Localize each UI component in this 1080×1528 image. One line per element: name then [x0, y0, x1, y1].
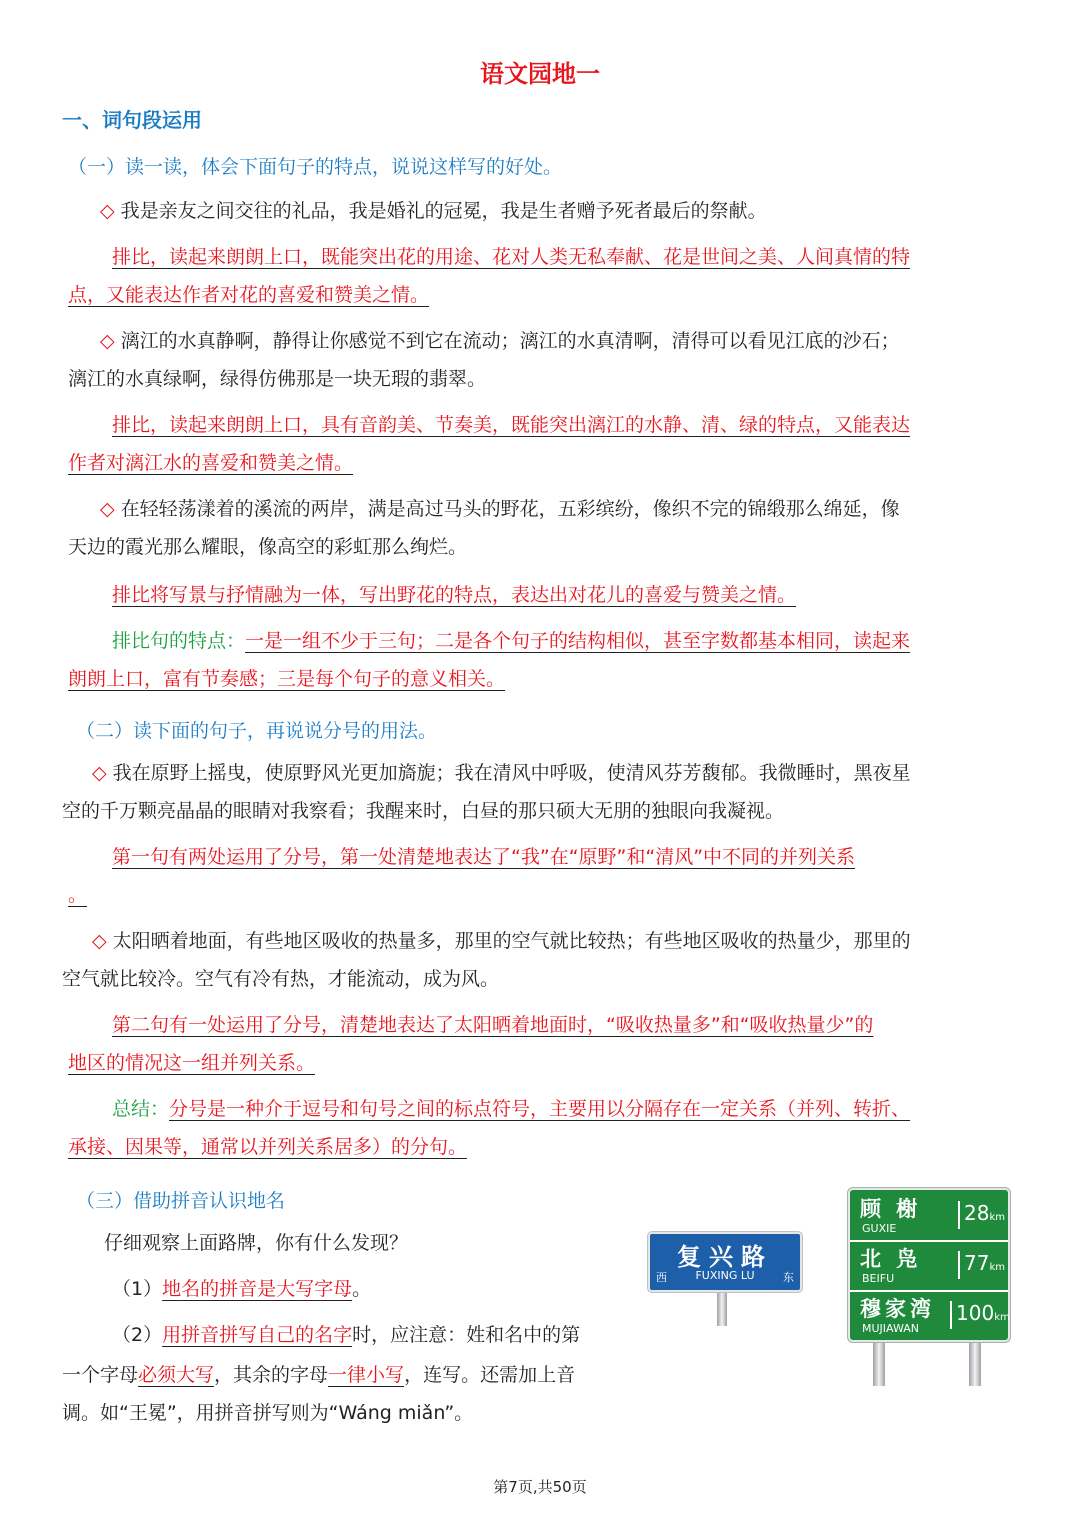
- sign-pole: [969, 1338, 981, 1386]
- question-5-line-1: ◇ 太阳晒着地面，有些地区吸收的热量多，那里的空气就比较热；有些地区吸收的热量少，那里的: [92, 930, 911, 952]
- sign-west: 西: [656, 1271, 667, 1284]
- summary-label: 排比句的特点：: [112, 630, 246, 652]
- subsection-heading-1: （一）读一读，体会下面句子的特点，说说这样写的好处。: [68, 156, 563, 178]
- point-2-line-1: （2）用拼音拼写自己的名字时，应注意：姓和名中的第: [112, 1324, 581, 1346]
- sign-pole: [717, 1288, 727, 1326]
- sign-road-name: 复兴路: [677, 1243, 773, 1271]
- question-2-line-2: 漓江的水真绿啊，绿得仿佛那是一块无瑕的翡翠。: [68, 368, 487, 390]
- question-5-line-2: 空气就比较冷。空气有冷有热，才能流动，成为风。: [62, 968, 500, 990]
- diamond-icon: ◇: [100, 498, 115, 520]
- page-title: 语文园地一: [480, 60, 600, 88]
- answer-3: 排比将写景与抒情融为一体，写出野花的特点，表达出对花儿的喜爱与赞美之情。: [112, 584, 797, 606]
- answer-5-line-1: 第二句有一处运用了分号，清楚地表达了太阳晒着地面时，“吸收热量多”和“吸收热量少”的: [112, 1014, 874, 1036]
- answer-4-line-2: 。: [68, 884, 88, 906]
- distance-row: 北 凫 BEIFU 77km: [850, 1240, 1008, 1292]
- distance-row: 顾 榭 GUXIE 28km: [850, 1190, 1008, 1242]
- summary-1-line-2: 朗朗上口，富有节奏感；三是每个句子的意义相关。: [68, 668, 506, 690]
- question-3-line-1: ◇ 在轻轻荡漾着的溪流的两岸，满是高过马头的野花，五彩缤纷，像织不完的锦缎那么绵延，像: [100, 498, 900, 520]
- question-4-line-2: 空的千万颗亮晶晶的眼睛对我察看；我醒来时，白昼的那只硕大无朋的独眼向我凝视。: [62, 800, 785, 822]
- fuxing-road-sign: [648, 1232, 802, 1292]
- summary-1-line-1: 排比句的特点：一是一组不少于三句；二是各个句子的结构相似，甚至字数都基本相同，读起来: [112, 630, 911, 652]
- question-text: 我是亲友之间交往的礼品，我是婚礼的冠冕，我是生者赠予死者最后的祭献。: [120, 200, 767, 222]
- sign-east: 东: [783, 1271, 794, 1284]
- section-heading-1: 一、词句段运用: [62, 108, 202, 132]
- point-2-line-2: 一个字母必须大写，其余的字母一律小写，连写。还需加上音: [62, 1364, 576, 1386]
- point-2-line-3: 调。如“王冕”，用拼音拼写则为“Wáng miǎn”。: [62, 1402, 474, 1424]
- answer-5-line-2: 地区的情况这一组并列关系。: [68, 1052, 316, 1074]
- diamond-icon: ◇: [100, 330, 115, 352]
- answer-1-line-2: 点，又能表达作者对花的喜爱和赞美之情。: [68, 284, 430, 306]
- intro-text: 仔细观察上面路牌，你有什么发现？: [104, 1232, 409, 1254]
- answer-1-line-1: 排比，读起来朗朗上口，既能突出花的用途、花对人类无私奉献、花是世间之美、人间真情的特: [112, 246, 911, 268]
- answer-4-line-1: 第一句有两处运用了分号，第一处清楚地表达了“我”在“原野”和“清风”中不同的并列关系: [112, 846, 856, 868]
- subsection-heading-3: （三）借助拼音认识地名: [76, 1190, 286, 1212]
- sign-road-pinyin: FUXING LU: [695, 1269, 755, 1282]
- point-1: （1）地名的拼音是大写字母。: [112, 1278, 372, 1300]
- question-2-line-1: ◇ 漓江的水真静啊，静得让你感觉不到它在流动；漓江的水真清啊，清得可以看见江底的沙石；: [100, 330, 900, 352]
- question-1: [100, 192, 1020, 230]
- answer-2-line-1: 排比，读起来朗朗上口，具有音韵美、节奏美，既能突出漓江的水静、清、绿的特点，又能表达: [112, 414, 911, 436]
- summary-label: 总结：: [112, 1098, 170, 1120]
- sign-pole: [873, 1338, 885, 1386]
- subsection-heading-2: （二）读下面的句子，再说说分号的用法。: [76, 720, 438, 742]
- answer-2-line-2: 作者对漓江水的喜爱和赞美之情。: [68, 452, 354, 474]
- question-4-line-1: ◇ 我在原野上摇曳，使原野风光更加旖旎；我在清风中呼吸，使清风芬芳馥郁。我微睡时，黑夜星: [92, 762, 911, 784]
- distance-row: 穆家湾 MUJIAWAN 100km: [860, 1297, 1010, 1335]
- summary-2-line-1: 总结：分号是一种介于逗号和句号之间的标点符号，主要用以分隔存在一定关系（并列、转折、: [112, 1098, 911, 1120]
- summary-2-line-2: 承接、因果等，通常以并列关系居多）的分句。: [68, 1136, 468, 1158]
- diamond-icon: ◇: [100, 200, 115, 222]
- question-3-line-2: 天边的霞光那么耀眼，像高空的彩虹那么绚烂。: [68, 536, 468, 558]
- diamond-icon: ◇: [92, 762, 107, 784]
- distance-sign: [848, 1188, 1010, 1342]
- diamond-icon: ◇: [92, 930, 107, 952]
- page-footer: 第7页,共50页: [493, 1478, 587, 1496]
